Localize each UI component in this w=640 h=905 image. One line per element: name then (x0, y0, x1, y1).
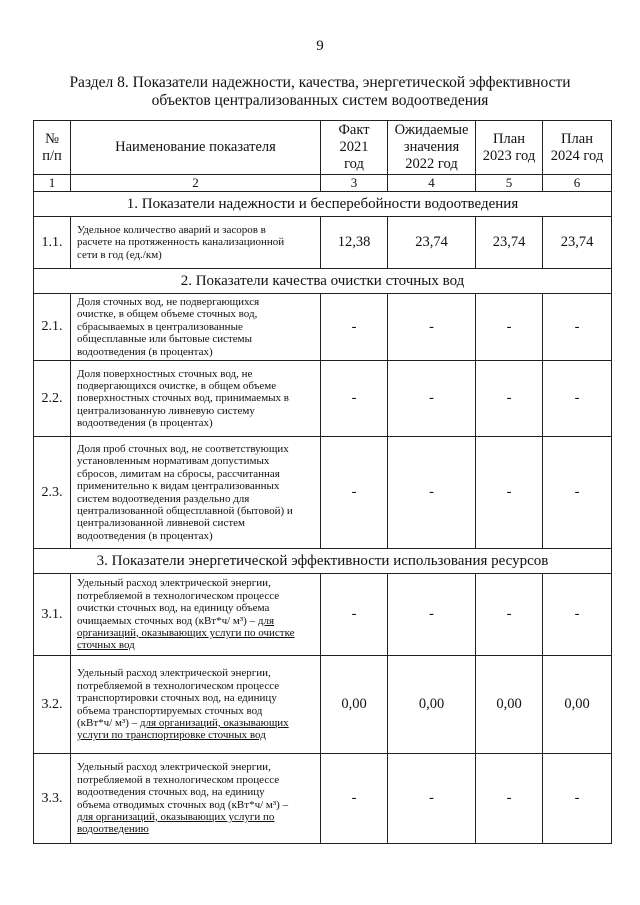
row-description: Доля поверхностных сточных вод, не подвергающихся очистке, в общем объеме поверхностных сточных вод, принимаемых в централизованную ливневую систему водоотведения (в процентах) (71, 361, 321, 437)
value-expected-2022: - (388, 754, 476, 844)
table-row (34, 361, 612, 437)
row-code: 3.1. (34, 574, 71, 656)
page-number: 9 (316, 38, 324, 54)
column-number: 4 (388, 175, 476, 192)
row-description: Удельный расход электрической энергии, потребляемой в технологическом процессе транспортировки сточных вод, на единицу объема транспортируемых сточных вод (кВт*ч/ м³) – для организаций, оказывающих услуги по транспортировке сточных вод (71, 656, 321, 754)
value-fact-2021: - (321, 361, 388, 437)
row-description: Удельный расход электрической энергии, потребляемой в технологическом процессе очистки сточных вод, на единицу объема очищаемых сточных вод (кВт*ч/ м³) – для организаций, оказывающих услуги по очистке сточных вод (71, 574, 321, 656)
value-plan-2023: - (476, 361, 543, 437)
header-col-plan-2024: План 2024 год (543, 121, 612, 175)
value-expected-2022: - (388, 361, 476, 437)
column-number: 2 (71, 175, 321, 192)
table-row (34, 754, 612, 844)
column-number-row (34, 175, 612, 192)
value-fact-2021: - (321, 574, 388, 656)
value-expected-2022: 0,00 (388, 656, 476, 754)
header-col-name: Наименование показателя (71, 121, 321, 175)
row-description: Доля проб сточных вод, не соответствующих установленным нормативам допустимых сбросов, лимитам на сбросы, рассчитанная применительно к видам централизованных систем водоотведения раздельно для централизованной общесплавной (бытовой) и централизованной ливневой систем водоотведения (в процентах) (71, 437, 321, 549)
header-col-expected-2022: Ожидаемые значения 2022 год (388, 121, 476, 175)
value-plan-2023: - (476, 574, 543, 656)
header-col-fact-2021: Факт 2021 год (321, 121, 388, 175)
value-fact-2021: 12,38 (321, 217, 388, 269)
header-col-plan-2023: План 2023 год (476, 121, 543, 175)
value-plan-2023: - (476, 437, 543, 549)
value-expected-2022: - (388, 437, 476, 549)
value-fact-2021: - (321, 754, 388, 844)
row-code: 2.2. (34, 361, 71, 437)
section-header-row (34, 192, 612, 217)
value-plan-2024: 0,00 (543, 656, 612, 754)
value-plan-2024: - (543, 361, 612, 437)
value-plan-2024: - (543, 574, 612, 656)
row-code: 3.2. (34, 656, 71, 754)
value-plan-2023: 23,74 (476, 217, 543, 269)
section-header-row (34, 549, 612, 574)
section-header-row (34, 269, 612, 294)
column-number: 6 (543, 175, 612, 192)
row-code: 2.1. (34, 294, 71, 361)
value-plan-2024: - (543, 437, 612, 549)
value-plan-2023: - (476, 754, 543, 844)
row-description: Доля сточных вод, не подвергающихся очистке, в общем объеме сточных вод, сбрасываемых в централизованные общесплавные или бытовые системы водоотведения (в процентах) (71, 294, 321, 361)
value-plan-2023: - (476, 294, 543, 361)
row-code: 3.3. (34, 754, 71, 844)
row-description: Удельный расход электрической энергии, потребляемой в технологическом процессе водоотведения сточных вод, на единицу объема отводимых сточных вод (кВт*ч/ м³) – для организаций, оказывающих услуги по водоотведению (71, 754, 321, 844)
column-number: 5 (476, 175, 543, 192)
value-plan-2023: 0,00 (476, 656, 543, 754)
value-expected-2022: - (388, 294, 476, 361)
section-title-line-1: Раздел 8. Показатели надежности, качества, энергетической эффективности (69, 74, 571, 91)
column-number: 1 (34, 175, 71, 192)
value-fact-2021: 0,00 (321, 656, 388, 754)
section-1-title: 1. Показатели надежности и бесперебойности водоотведения (34, 192, 612, 217)
table-row (34, 656, 612, 754)
value-fact-2021: - (321, 437, 388, 549)
value-plan-2024: - (543, 294, 612, 361)
value-fact-2021: - (321, 294, 388, 361)
table-row (34, 217, 612, 269)
value-plan-2024: - (543, 754, 612, 844)
row-code: 2.3. (34, 437, 71, 549)
table-row (34, 574, 612, 656)
row-description: Удельное количество аварий и засоров в расчете на протяженность канализационной сети в год (ед./км) (71, 217, 321, 269)
header-col-number: № п/п (34, 121, 71, 175)
indicators-table (33, 120, 612, 844)
section-title-line-2: объектов централизованных систем водоотведения (151, 92, 489, 109)
value-plan-2024: 23,74 (543, 217, 612, 269)
section-2-title: 2. Показатели качества очистки сточных вод (34, 269, 612, 294)
table-header-row (34, 121, 612, 175)
section-3-title: 3. Показатели энергетической эффективности использования ресурсов (34, 549, 612, 574)
table-row (34, 437, 612, 549)
table-row (34, 294, 612, 361)
value-expected-2022: 23,74 (388, 217, 476, 269)
value-expected-2022: - (388, 574, 476, 656)
column-number: 3 (321, 175, 388, 192)
row-code: 1.1. (34, 217, 71, 269)
section-title (30, 74, 610, 110)
